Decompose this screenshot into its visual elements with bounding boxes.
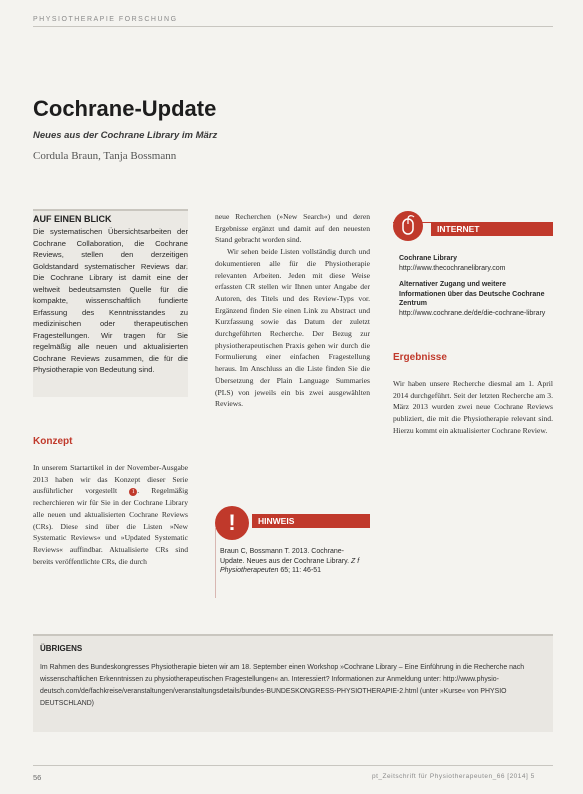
hinweis-ref-journal: Z f Physiotherapeuten xyxy=(220,557,360,575)
internet-links xyxy=(399,254,551,325)
konzept-text xyxy=(33,462,188,567)
summary-text: Die systematischen Übersichtsarbeiten der Cochrane Collaboration, die Cochrane Reviews, stellen den derzeitigen Goldstandard systematischer Reviews dar. Die Cochrane Library ist damit eine der weltweit bedeutsamsten Quelle für die kompakte, wissenschaftlich fundierte Erfassung des Kenntnisstandes zu medizinischen oder therapeutischen Fragestellungen. Wir tragen für Sie regelmäßig alle neuen und aktualisierten Cochrane Reviews zusammen, die für die Physiotherapie von Bedeutung sind. xyxy=(33,227,188,374)
internet-url-1[interactable]: http://www.thecochranelibrary.com xyxy=(399,264,506,272)
subtitle: Neues aus der Cochrane Library im März xyxy=(33,130,218,141)
summary-box xyxy=(33,209,188,397)
middle-column-text xyxy=(215,211,370,410)
header-divider xyxy=(33,26,553,27)
hinweis-ref-a: Braun C, Bossmann T. 2013. Cochrane-Update. Neues aus der Cochrane Library. xyxy=(220,548,351,565)
konzept-heading: Konzept xyxy=(33,436,73,447)
internet-link-title-2: Alternativer Zugang und weitere Informationen über das Deutsche Cochrane Zentrum xyxy=(399,281,545,307)
konzept-text-b: . Regelmäßig recherchieren wir für Sie in der Cochrane Library alle neuen und aktualisierten Cochrane Reviews (CRs). Diese sind über die Listen »New Systematic Reviews« und »Updated Systematic Reviews« auffindbar. Aktualisierte CRs sind bereits veröffentlichte CRs, die durch xyxy=(33,486,188,566)
hinweis-ref-c: 65; 11: 46-51 xyxy=(278,567,322,575)
page-number: 56 xyxy=(33,773,42,782)
ergebnisse-paragraph: Wir haben unsere Recherche diesmal am 1. April 2014 durchgeführt. Seit der letzten Recherche am 3. März 2013 wurden zwei neue Cochrane Reviews publiziert, die mit die Physiotherapie relevant sind. Hierzu kommt ein aktualisierter Cochrane Review. xyxy=(393,379,553,435)
internet-link-title-1: Cochrane Library xyxy=(399,255,457,262)
konzept-text-a: In unserem Startartikel in der November-Ausgabe 2013 haben wir das Konzept dieser Serie ausführlicher vorgestellt xyxy=(33,463,188,496)
uebrigens-heading: ÜBRIGENS xyxy=(40,644,83,653)
internet-url-2[interactable]: http://www.cochrane.de/de/die-cochrane-library xyxy=(399,309,546,317)
mouse-icon xyxy=(393,211,423,241)
exclamation-icon: ! xyxy=(215,506,249,540)
middle-paragraph-2: Wir sehen beide Listen vollständig durch und dokumentieren alle für die Physiotherapie relevanten Arbeiten. Jeden mit diese Weise erfassten CR stellen wir Ihnen unter Angabe der Autoren, des Titels und des Review-Typs vor. Ergänzend finden Sie einen Link zu Abstract und Kurzfassung sowie das Datum der zuletzt durchgeführten Recherche. Der Bezug zur physiotherapeutischen Praxis gehen wir durch die Formulierung einer einfachen Fragestellung heraus. Im Anschluss an die Liste finden Sie die Übersetzung der Plain Language Summaries (PLS) von jeweils ein bis zwei ausgewählten Reviews. xyxy=(215,247,370,409)
section-label: PHYSIOTHERAPIE FORSCHUNG xyxy=(33,16,178,23)
internet-label: INTERNET xyxy=(431,222,553,236)
authors: Cordula Braun, Tanja Bossmann xyxy=(33,150,177,162)
uebrigens-text: Im Rahmen des Bundeskongresses Physiotherapie bieten wir am 18. September einen Workshop »Cochrane Library – Eine Einführung in die Recherche nach wissenschaftlichen Erkenntnissen zu physiotherapeutischen Fragestellungen« an. Interessiert? Informationen zur Anmeldung unter: http://www.physio-deutsch.com/de/fachkreise/veranstaltungen/veranstaltungsdetails/bundes-BUNDESKONGRESS-PHYSIOTHERAPIE-2.html (unter »Kurse« von PHYSIO DEUTSCHLAND) xyxy=(40,664,525,707)
hinweis-reference xyxy=(220,547,360,576)
ergebnisse-heading: Ergebnisse xyxy=(393,352,447,363)
hinweis-label: HINWEIS xyxy=(252,514,370,528)
ergebnisse-text xyxy=(393,378,553,437)
reference-marker: 1 xyxy=(129,488,137,496)
footer-divider xyxy=(33,765,553,766)
middle-paragraph-1: neue Recherchen (»New Search«) und deren Ergebnisse ergänzt und damit auf den neuesten Stand gebracht worden sind. xyxy=(215,212,370,245)
summary-heading: AUF EINEN BLICK xyxy=(33,214,112,224)
journal-footer: pt_Zeitschrift für Physiotherapeuten_66 [2014] 5 xyxy=(372,773,535,780)
page-title: Cochrane-Update xyxy=(33,96,217,121)
